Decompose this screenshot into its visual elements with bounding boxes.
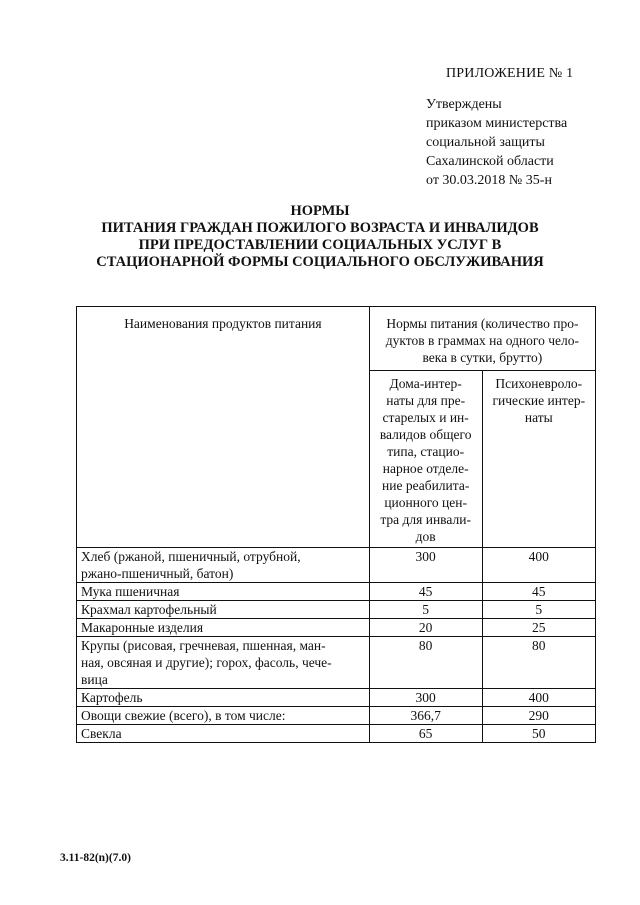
value-psychoneuro: 290 — [482, 707, 595, 725]
value-psychoneuro: 400 — [482, 689, 595, 707]
header-sub-line: дов — [415, 529, 436, 544]
product-name — [77, 689, 370, 707]
product-name — [77, 637, 370, 689]
table-header-row — [77, 307, 596, 371]
value-nursing: 80 — [369, 637, 482, 689]
value-psychoneuro: 80 — [482, 637, 595, 689]
header-sub-line: ние реабилита- — [382, 478, 470, 493]
document-title — [60, 203, 580, 271]
header-sub-line: нарное отделе- — [382, 461, 469, 476]
header-norms-line: дуктов в граммах на одного чело- — [385, 333, 580, 348]
header-product-name: Наименования продуктов питания — [77, 307, 370, 548]
footer-document-code: 3.11-82(n)(7.0) — [60, 852, 131, 864]
product-name-line: вица — [81, 672, 108, 687]
approval-line: социальной защиты — [426, 135, 545, 150]
appendix-title: ПРИЛОЖЕНИЕ № 1 — [446, 66, 574, 81]
table-row — [77, 637, 596, 689]
nutrition-norms-table — [76, 306, 596, 743]
table-row — [77, 583, 596, 601]
title-line: СТАЦИОНАРНОЙ ФОРМЫ СОЦИАЛЬНОГО ОБСЛУЖИВАНИЯ — [96, 254, 544, 270]
title-line: ПРИ ПРЕДОСТАВЛЕНИИ СОЦИАЛЬНЫХ УСЛУГ В — [138, 237, 502, 253]
value-nursing: 366,7 — [369, 707, 482, 725]
approval-line: Утверждены — [426, 97, 502, 112]
product-name — [77, 707, 370, 725]
approval-line: от 30.03.2018 № 35-н — [426, 173, 552, 188]
table-row — [77, 548, 596, 583]
header-sub-line: гические интер- — [492, 393, 586, 408]
product-name-line: Мука пшеничная — [81, 584, 180, 599]
header-sub-line: Дома-интер- — [389, 376, 462, 391]
table-row — [77, 707, 596, 725]
header-sub-line: Психоневроло- — [495, 376, 583, 391]
header-sub-line: старелых и ин- — [382, 410, 469, 425]
header-sub-line: типа, стацио- — [387, 444, 465, 459]
title-line: ПИТАНИЯ ГРАЖДАН ПОЖИЛОГО ВОЗРАСТА И ИНВАЛИДОВ — [101, 220, 539, 236]
table-row — [77, 619, 596, 637]
product-name-line: Овощи свежие (всего), в том числе: — [81, 708, 286, 723]
value-psychoneuro: 45 — [482, 583, 595, 601]
value-nursing: 65 — [369, 725, 482, 743]
approval-block — [426, 95, 567, 190]
title-line: НОРМЫ — [290, 203, 350, 219]
approval-line: приказом министерства — [426, 116, 568, 131]
header-psychoneuro-homes — [482, 371, 595, 548]
value-nursing: 300 — [369, 548, 482, 583]
approval-line: Сахалинской области — [426, 154, 554, 169]
product-name-line: ржано-пшеничный, батон) — [81, 566, 234, 581]
header-sub-line: наты — [524, 410, 553, 425]
product-name — [77, 548, 370, 583]
header-sub-line: наты для пре- — [386, 393, 466, 408]
product-name — [77, 583, 370, 601]
product-name — [77, 725, 370, 743]
value-nursing: 20 — [369, 619, 482, 637]
product-name-line: Крупы (рисовая, гречневая, пшенная, ман- — [81, 638, 326, 653]
value-nursing: 5 — [369, 601, 482, 619]
table-row — [77, 689, 596, 707]
table-row — [77, 601, 596, 619]
header-norms — [369, 307, 595, 371]
product-name — [77, 601, 370, 619]
product-name-line: Картофель — [81, 690, 143, 705]
value-psychoneuro: 5 — [482, 601, 595, 619]
product-name-line: Свекла — [81, 726, 122, 741]
value-psychoneuro: 400 — [482, 548, 595, 583]
product-name — [77, 619, 370, 637]
product-name-line: ная, овсяная и другие); горох, фасоль, чече- — [81, 655, 332, 670]
header-sub-line: тра для инвали- — [380, 512, 471, 527]
value-nursing: 300 — [369, 689, 482, 707]
product-name-line: Макаронные изделия — [81, 620, 204, 635]
header-sub-line: ционного цен- — [384, 495, 467, 510]
header-sub-line: валидов общего — [379, 427, 472, 442]
table-row — [77, 725, 596, 743]
header-norms-line: века в сутки, брутто) — [422, 350, 543, 365]
product-name-line: Хлеб (ржаной, пшеничный, отрубной, — [81, 549, 301, 564]
value-psychoneuro: 25 — [482, 619, 595, 637]
product-name-line: Крахмал картофельный — [81, 602, 217, 617]
value-nursing: 45 — [369, 583, 482, 601]
header-norms-line: Нормы питания (количество про- — [386, 316, 579, 331]
value-psychoneuro: 50 — [482, 725, 595, 743]
header-nursing-homes — [369, 371, 482, 548]
